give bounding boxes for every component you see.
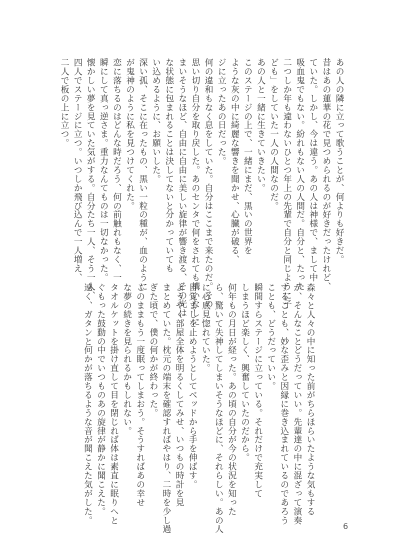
text-column: 遠く、ガタンと何かが落ちるような音が聞こえた気がした。 (82, 283, 93, 525)
text-column: ぐもった鼓動の中でいつものあの旋律が静かに聞こえた。 (95, 283, 106, 516)
text-column: な夢の続きを見られるかもしれない。 (121, 283, 132, 436)
text-column: ような灰の中に綺麗な響きを聞かせ、心臓が破る、 (229, 58, 240, 264)
text-column: 森々と人々の中に知った前がちらほらいたような気もする (305, 283, 315, 516)
text-column: 目覚ましを止めようとしてベッドから手を伸ばす。 (187, 283, 198, 489)
lower-text-block (50, 283, 316, 534)
text-column: な状態に包まれることは決してないと分かっていても (163, 58, 174, 273)
text-column: 何の違和もなく息をしていた。自分はここまで来たのだ。その (203, 58, 214, 309)
page-number: 6 (343, 522, 349, 531)
text-column: が、そんなことどうだっていい。先輩達の中に混ざって演奏 (291, 283, 302, 525)
text-column: 二人で板の上に立つ。 (59, 58, 70, 148)
text-column: ていた。しかし、今は違う。あの人は神様で、まして中 (307, 58, 318, 282)
text-column: い込めるように、お願いした。 (150, 58, 161, 184)
text-column: 昔はあの蓮華の花で見つめられるのが好きだったけれど、 (320, 58, 331, 291)
text-column: ども」をしていた一人の人間なのだ。 (268, 58, 279, 211)
text-column: ぎた頃で、僕の何かが終わった。 (147, 283, 158, 418)
text-column: 吸血鬼でもない。紛れもない人の人間だ。自分と、たった (294, 58, 305, 291)
text-column: 瞬間すらステージに立っている。それだけで充実して (252, 283, 263, 498)
text-column: ら、驚いて失神してしまいそうなほどに、それらしい。あの人 (213, 283, 224, 534)
text-column: まいそうなほど、自由に自由に美しい旋律が響き渡る、その光は (176, 58, 187, 318)
text-column: 懐かしい夢を見ていた気がする。自分たち一人、そう一人、 (85, 58, 96, 300)
text-column: することも、妙な歪みと因縁に巻き込まれているのであろう (278, 283, 289, 525)
text-column: 瞬にして真っ逆さま。重力なんてものは一切なかった。 (98, 58, 109, 282)
text-column: 深い孤、そこに在ったもの、黒い一粒の種が、血のように (137, 58, 148, 291)
text-column: ことも、どうだっていい。 (265, 283, 276, 391)
text-column: が鬼神のように私を見つけてくれた。 (124, 58, 135, 211)
text-column: タオルケットを掛け直して目を閉じれば体は素直に眠りへと (108, 283, 119, 525)
text-column: ジに立ったあの日だった。 (216, 58, 227, 166)
upper-text-block (50, 58, 345, 327)
text-column: 恋に落ちるのはどんな時だろう、何の前触れもなく、一 (111, 58, 122, 282)
text-column: ようやく部屋全体を明るくしてみせ、いつもの時計を見 (174, 283, 185, 507)
text-column: まとめていた。枕元の端末を確認すればやはり、二時を少し過 (160, 283, 171, 534)
text-column: 何年もの月日が経った。あの頃の自分が今の状況を知った (226, 283, 237, 516)
text-column: 二つしか年も違わないひとつ年上の先輩で自分と同じように子 (281, 58, 292, 309)
text-column: このままもう一度眠ってしまおう。そうすればあの幸せ (134, 283, 145, 507)
text-column: 四人でステージに立つ。いつしか飛び込んで一人増え、 (72, 58, 83, 282)
text-column: あの人と一緒に生きていきたい。 (255, 58, 266, 193)
text-column: に心底見惚れていた。 (200, 283, 211, 373)
text-column: しまうほど楽しく、興奮していたのだから。 (239, 283, 250, 462)
text-column: このステージの上で、一緒にまだ、黒いの世界を (242, 58, 253, 255)
text-column: 思い切り自分を取り戻した。あのセンタで何をされても構いなしに (189, 58, 200, 327)
text-column: あの人の隣に立って歌うことが、何よりも好きだ。 (334, 58, 344, 264)
